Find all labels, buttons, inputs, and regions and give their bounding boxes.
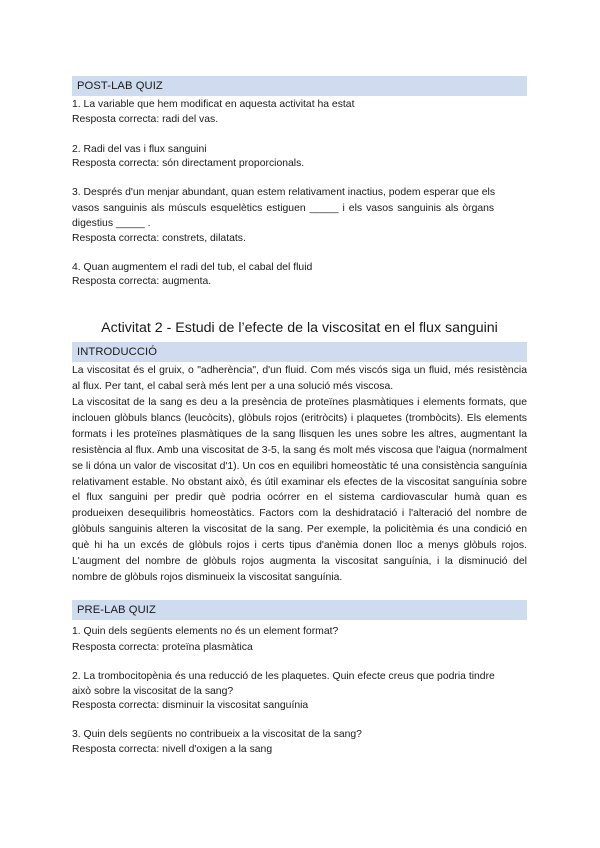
post-lab-question-1: 1. La variable que hem modificat en aquesta activitat ha estat xyxy=(72,99,355,110)
document-page xyxy=(72,0,527,848)
post-lab-quiz-header: POST-LAB QUIZ xyxy=(72,76,527,96)
post-lab-answer-2: Resposta correcta: són directament proporcionals. xyxy=(72,158,305,169)
post-lab-question-3-line-1: 3. Després d'un menjar abundant, quan estem relativament inactius, podem esperar que els xyxy=(72,187,496,198)
introduction-header: INTRODUCCIÓ xyxy=(72,342,527,362)
activity-title: Activitat 2 - Estudi de l’efecte de la viscositat en el flux sanguini xyxy=(101,320,498,336)
pre-lab-answer-1: Resposta correcta: proteïna plasmàtica xyxy=(72,642,253,653)
post-lab-question-2: 2. Radi del vas i flux sanguini xyxy=(72,144,207,155)
pre-lab-question-3: 3. Quin dels següents no contribueix a la viscositat de la sang? xyxy=(72,729,362,740)
post-lab-question-3-line-2: vasos sanguinis als músculs esquelètics estiguen _____ i els vasos sanguinis als òrgans xyxy=(72,203,495,214)
introduction-paragraph-1: La viscositat és el gruix, o "adherència", d'un fluid. Com més viscós siga un fluid, més resistència al flux. Per tant, el cabal serà més lent per a una solució més viscosa. xyxy=(72,365,527,392)
pre-lab-answer-3: Resposta correcta: nivell d'oxigen a la sang xyxy=(72,744,273,755)
post-lab-question-3-line-3: digestius _____ . xyxy=(72,218,151,229)
pre-lab-question-2-line-2: això sobre la viscositat de la sang? xyxy=(72,686,234,697)
pre-lab-answer-2: Resposta correcta: disminuir la viscositat sanguínia xyxy=(72,700,309,711)
post-lab-answer-4: Resposta correcta: augmenta. xyxy=(72,276,212,287)
introduction-paragraph-2: La viscositat de la sang es deu a la presència de proteïnes plasmàtiques i elements formats, que inclouen glòbuls blancs (leucòcits), glòbuls rojos (eritròcits) i plaquetes (trombòcits). Els elements formats i les proteïnes plasmàtiques de la sang llisquen les unes sobre les altres, augmentant la resistència al flux. Amb una viscositat de 3-5, la sang és molt més viscosa que l'aigua (normalment se li dóna un valor de viscositat d'1). Un cos en equilibri homeostàtic té una consistència sanguínia relativament estable. No obstant això, és útil examinar els efectes de la viscositat sanguínia sobre el flux sanguini per predir què podria ocórrer en el sistema cardiovascular humà quan es produeixen desequilibris homeostàtics. Factors com la deshidratació i l'alteració del nombre de glòbuls sanguinis alteren la viscositat de la sang. Per exemple, la policitèmia és una condició en què hi ha un excés de glòbuls rojos i certs tipus d'anèmia donen lloc a menys glòbuls rojos. L'augment del nombre de glòbuls rojos augmenta la viscositat sanguínia, i la disminució del nombre de glòbuls rojos disminueix la viscositat sanguínia. xyxy=(72,397,527,583)
pre-lab-quiz-header: PRE-LAB QUIZ xyxy=(72,600,527,620)
post-lab-question-4: 4. Quan augmentem el radi del tub, el cabal del fluid xyxy=(72,262,313,273)
pre-lab-question-2-line-1: 2. La trombocitopènia és una reducció de les plaquetes. Quin efecte creus que podria tindre xyxy=(72,671,495,682)
post-lab-answer-3: Resposta correcta: constrets, dilatats. xyxy=(72,233,246,244)
pre-lab-question-1: 1. Quin dels següents elements no és un element format? xyxy=(72,626,339,637)
post-lab-answer-1: Resposta correcta: radi del vas. xyxy=(72,114,219,125)
